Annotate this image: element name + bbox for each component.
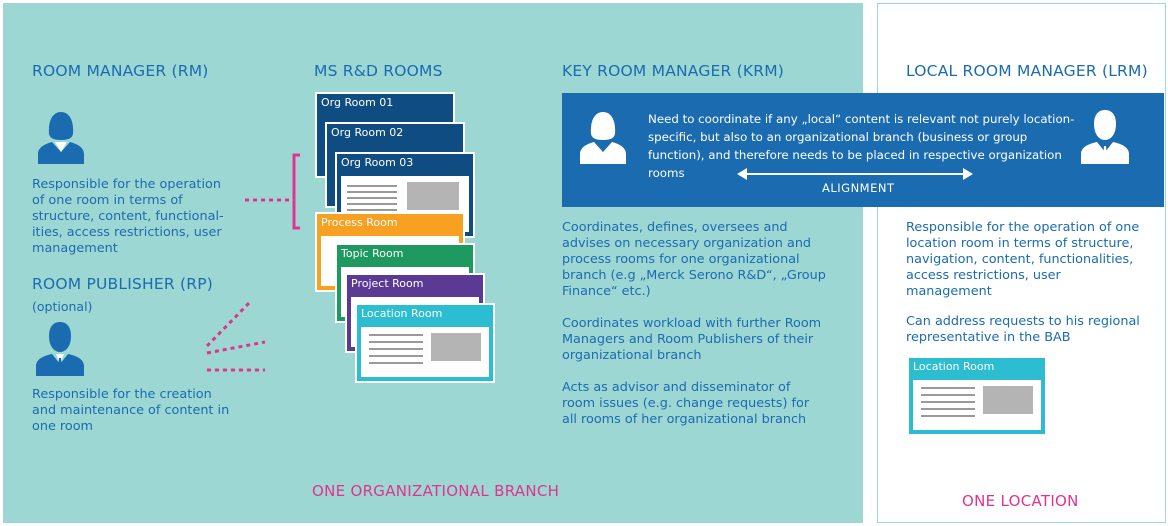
room-card-label: Location Room	[361, 307, 443, 320]
krm-paragraph-2: Coordinates workload with further Room Managers and Room Publishers of their organizational branch	[562, 316, 822, 363]
room-card-label: Org Room 01	[321, 96, 394, 109]
location-room-card-label: Location Room	[913, 360, 995, 373]
room-card-content	[361, 327, 489, 377]
rm-heading: ROOM MANAGER (RM)	[32, 62, 209, 80]
rooms-heading: MS R&D ROOMS	[314, 62, 443, 80]
room-card-label: Process Room	[321, 216, 398, 229]
connector-lines	[200, 150, 320, 380]
location-label: ONE LOCATION	[962, 492, 1079, 510]
male-user-icon	[34, 320, 86, 376]
female-user-icon	[36, 108, 86, 164]
location-room-card-content	[913, 380, 1041, 430]
female-user-icon	[578, 108, 628, 164]
room-card-label: Org Room 02	[331, 126, 404, 139]
krm-paragraph-3: Acts as advisor and disseminator of room issues (e.g. change requests) for all rooms of her organizational branch	[562, 380, 810, 427]
branch-label: ONE ORGANIZATIONAL BRANCH	[312, 482, 560, 500]
room-card	[355, 303, 495, 383]
lrm-paragraph-2: Can address requests to his regional representative in the BAB	[906, 314, 1140, 345]
krm-heading: KEY ROOM MANAGER (KRM)	[562, 62, 785, 80]
alignment-label: ALIGNMENT	[822, 181, 895, 195]
document-lines-icon	[913, 380, 1043, 432]
alignment-bar-text: Need to coordinate if any „local“ content is relevant not purely location-specific, but also to an organizational branch (business or group function), and therefore needs to be placed in respective organization rooms	[648, 112, 1075, 180]
lrm-heading: LOCAL ROOM MANAGER (LRM)	[906, 62, 1148, 80]
rp-description: Responsible for the creation and maintenance of content in one room	[32, 387, 230, 434]
room-card-label: Project Room	[351, 277, 424, 290]
double-arrow-icon	[735, 166, 975, 182]
male-user-icon	[1079, 108, 1131, 164]
location-room-card	[907, 356, 1047, 436]
room-card-label: Topic Room	[341, 247, 404, 260]
room-card-label: Org Room 03	[341, 156, 414, 169]
rp-heading: ROOM PUBLISHER (RP)	[32, 275, 213, 293]
krm-paragraph-1: Coordinates, defines, oversees and advises on necessary organization and process rooms for one organizational branch (e.g „Merck Serono R&D“, „Group Finance“ etc.)	[562, 220, 826, 299]
document-lines-icon	[361, 327, 491, 379]
rp-optional: (optional)	[32, 299, 93, 314]
lrm-paragraph-1: Responsible for the operation of one location room in terms of structure, navigation, content, functionalities, access restrictions, user management	[906, 220, 1140, 299]
rm-description: Responsible for the operation of one room in terms of structure, content, functional-ities, access restrictions, user management	[32, 177, 224, 256]
